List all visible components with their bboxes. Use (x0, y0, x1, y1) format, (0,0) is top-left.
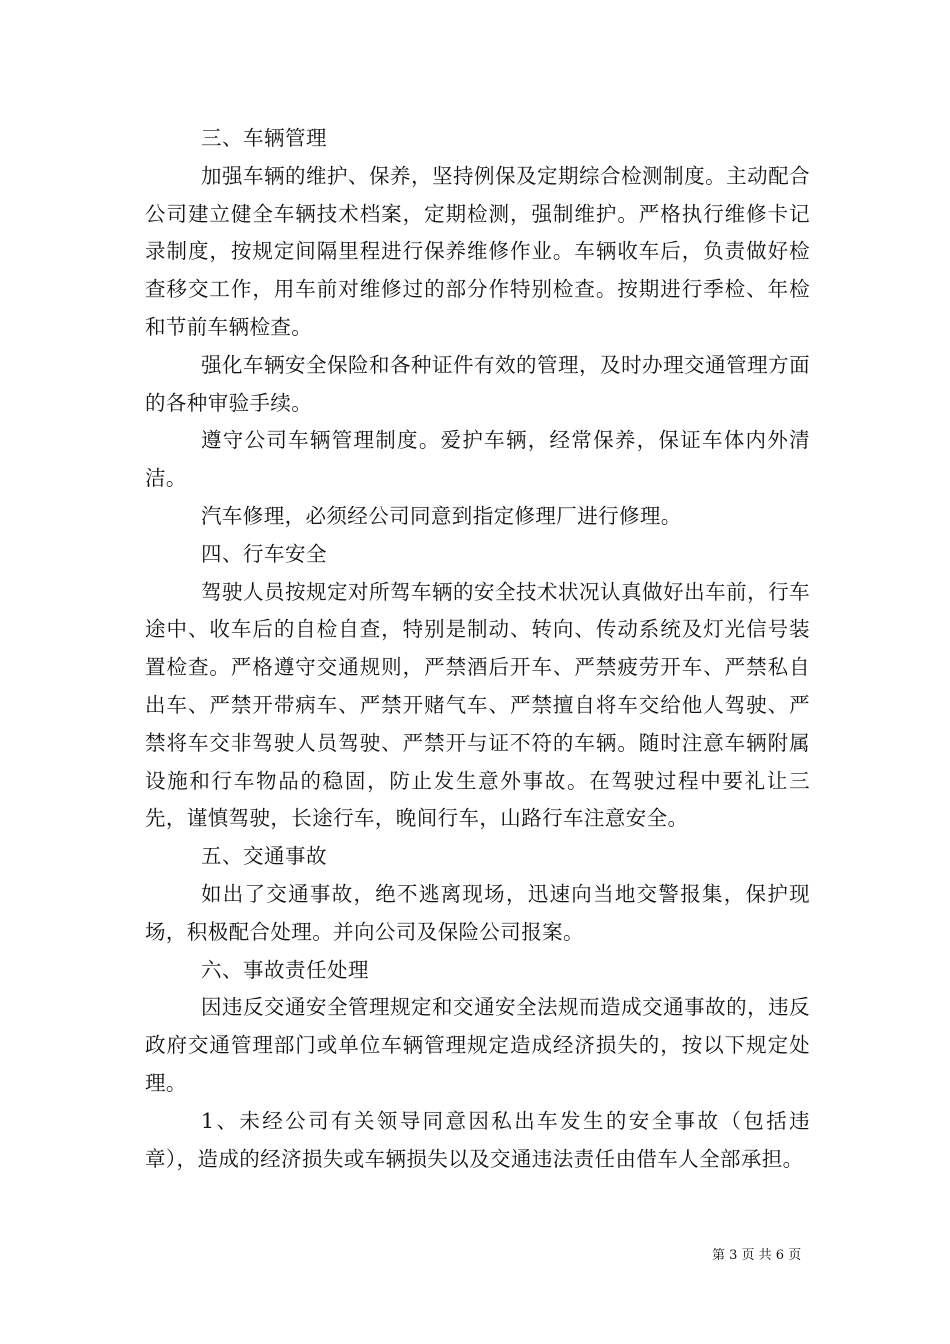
paragraph: 如出了交通事故，绝不逃离现场，迅速向当地交警报集，保护现场，积极配合处理。并向公司及保险公司报案。 (145, 881, 810, 944)
paragraph: 因违反交通安全管理规定和交通安全法规而造成交通事故的，违反政府交通管理部门或单位车辆管理规定造成经济损失的，按以下规定处理。 (145, 995, 810, 1095)
section-heading: 四、行车安全 (201, 541, 327, 566)
paragraph: 1、未经公司有关领导同意因私出车发生的安全事故（包括违章），造成的经济损失或车辆损失以及交通违法责任由借车人全部承担。 (145, 1108, 810, 1171)
section-heading: 五、交通事故 (201, 844, 327, 869)
paragraph: 遵守公司车辆管理制度。爱护车辆，经常保养，保证车体内外清洁。 (145, 428, 810, 491)
section-traffic-accident (145, 838, 810, 951)
page-number: 第 3 页 共 6 页 (712, 1248, 802, 1263)
section-driving-safety (145, 536, 810, 838)
paragraph: 汽车修理，必须经公司同意到指定修理厂进行修理。 (201, 503, 682, 528)
paragraph: 加强车辆的维护、保养，坚持例保及定期综合检测制度。主动配合公司建立健全车辆技术档案，定期检测，强制维护。严格执行维修卡记录制度，按规定间隔里程进行保养维修作业。车辆收车后，负责做好检查移交工作，用车前对维修过的部分作特别检查。按期进行季检、年检和节前车辆检查。 (145, 163, 810, 339)
section-heading: 三、车辆管理 (201, 126, 327, 150)
section-accident-liability (145, 952, 810, 1179)
paragraph: 驾驶人员按规定对所驾车辆的安全技术状况认真做好出车前，行车途中、收车后的自检自查，特别是制动、转向、传动系统及灯光信号装置检查。严格遵守交通规则，严禁酒后开车、严禁疲劳开车、严禁私自出车、严禁开带病车、严禁开赌气车、严禁擅自将车交给他人驾驶、严禁将车交非驾驶人员驾驶、严禁开与证不符的车辆。随时注意车辆附属设施和行车物品的稳固，防止发生意外事故。在驾驶过程中要礼让三先，谨慎驾驶，长途行车，晚间行车，山路行车注意安全。 (145, 579, 810, 831)
section-vehicle-management (145, 120, 810, 536)
document-body (145, 120, 810, 1178)
section-heading: 六、事故责任处理 (201, 957, 369, 982)
paragraph: 强化车辆安全保险和各种证件有效的管理，及时办理交通管理方面的各种审验手续。 (145, 352, 810, 415)
